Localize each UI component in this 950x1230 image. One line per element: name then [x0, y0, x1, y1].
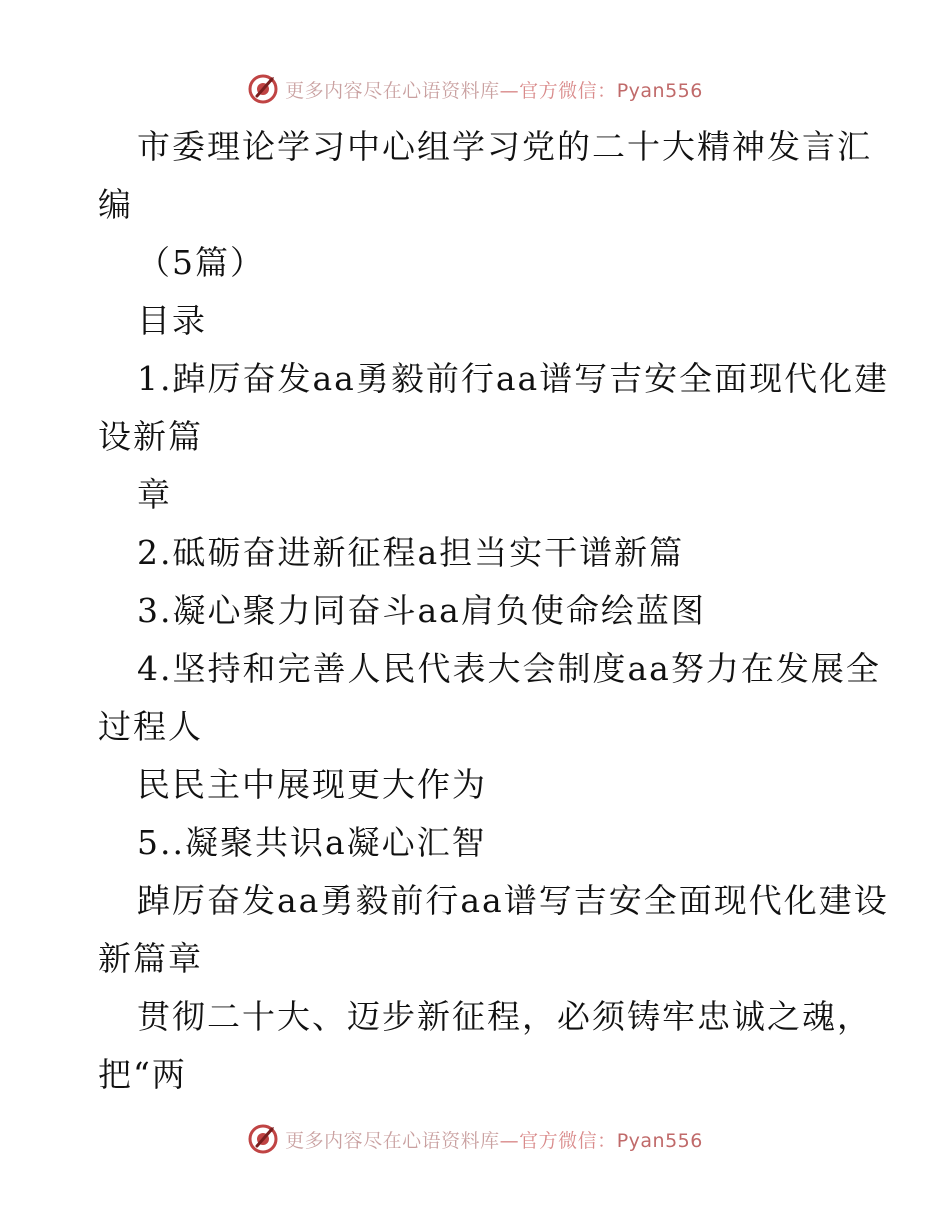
- text-line: （5篇）: [137, 243, 265, 282]
- text-line: 5..凝聚共识a凝心汇智: [137, 823, 487, 862]
- text-line: 新篇章: [98, 939, 203, 978]
- text-line: 过程人: [98, 707, 203, 746]
- text-line: 2.砥砺奋进新征程a担当实干谱新篇: [137, 533, 685, 572]
- text-line: 把“两: [98, 1055, 187, 1094]
- text-line: 贯彻二十大、迈步新征程，必须铸牢忠诚之魂，: [137, 997, 872, 1036]
- text-line: 章: [137, 475, 172, 514]
- logo-icon: [247, 1123, 279, 1155]
- text-line: 民民主中展现更大作为: [137, 765, 487, 804]
- watermark-text: 更多内容尽在心语资料库—官方微信：Pyan556: [285, 79, 703, 102]
- text-line: 踔厉奋发aa勇毅前行aa谱写吉安全面现代化建设: [137, 881, 889, 920]
- text-line: 编: [98, 185, 133, 224]
- text-line: 4.坚持和完善人民代表大会制度aa努力在发展全: [137, 649, 881, 688]
- text-line: 1.踔厉奋发aa勇毅前行aa谱写吉安全面现代化建: [137, 359, 890, 398]
- footer-watermark: [0, 1121, 950, 1157]
- text-line: 3.凝心聚力同奋斗aa肩负使命绘蓝图: [137, 591, 706, 630]
- text-line: 设新篇: [98, 417, 203, 456]
- header-watermark: [0, 71, 950, 107]
- logo-icon: [247, 73, 279, 105]
- document-body: [0, 118, 950, 1104]
- text-line: 市委理论学习中心组学习党的二十大精神发言汇: [137, 127, 872, 166]
- watermark-text: 更多内容尽在心语资料库—官方微信：Pyan556: [285, 1129, 703, 1152]
- text-line: 目录: [137, 301, 207, 340]
